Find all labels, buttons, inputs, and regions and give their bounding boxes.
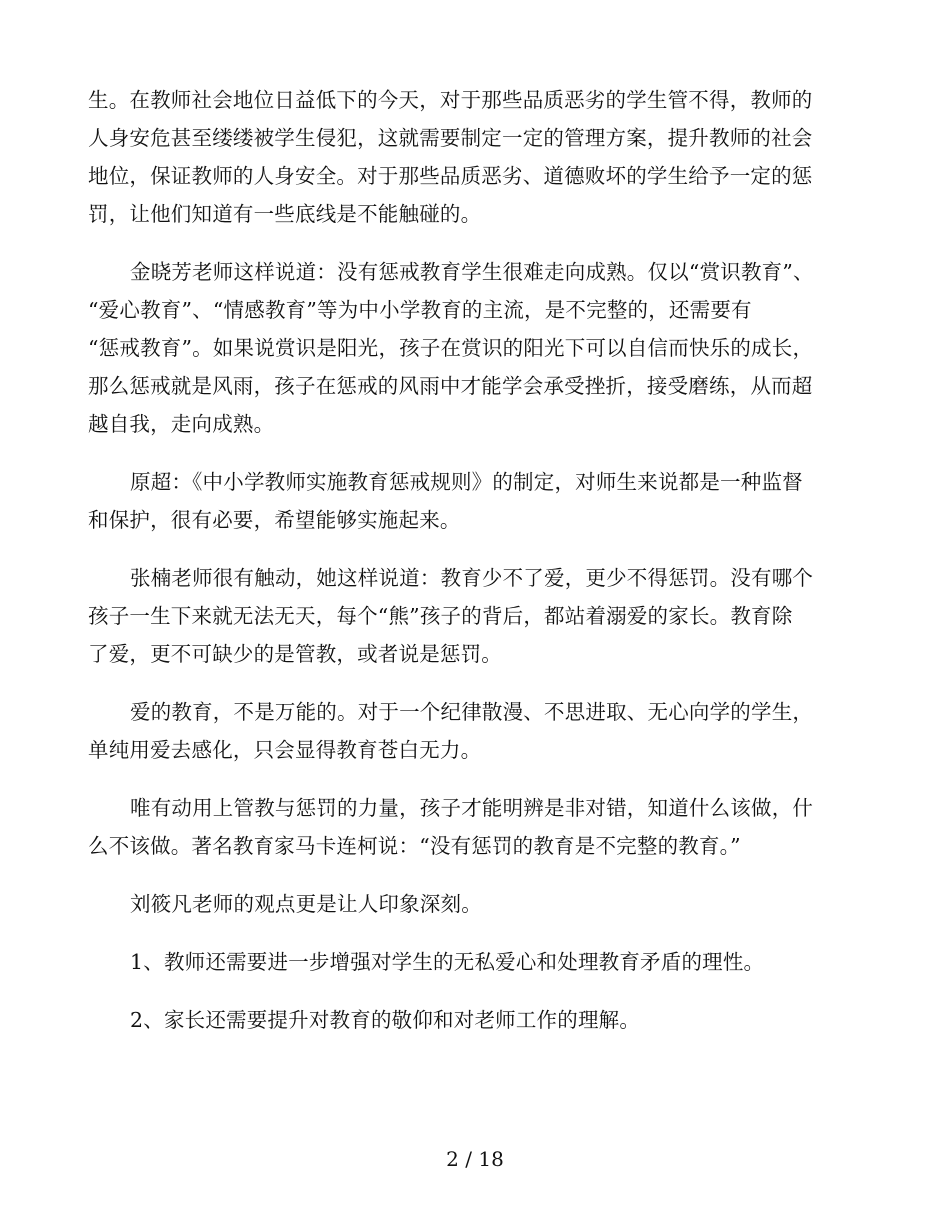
paragraph-2-line-1: 金晓芳老师这样说道：没有惩戒教育学生很难走向成熟。仅以“赏识教育”、 xyxy=(130,260,814,284)
paragraph-3-line-2: 和保护，很有必要，希望能够实施起来。 xyxy=(88,508,461,532)
paragraph-1-line-2: 人身安危甚至缕缕被学生侵犯，这就需要制定一定的管理方案，提升教师的社会 xyxy=(88,126,813,150)
paragraph-7-line-1: 刘筱凡老师的观点更是让人印象深刻。 xyxy=(130,892,482,916)
page-number: 2 / 18 xyxy=(446,1147,504,1171)
paragraph-4-line-2: 孩子一生下来就无法无天，每个“熊”孩子的背后，都站着溺爱的家长。教育除 xyxy=(88,604,793,628)
paragraph-6-line-1: 唯有动用上管教与惩罚的力量，孩子才能明辨是非对错，知道什么该做，什 xyxy=(130,796,814,820)
paragraph-1-line-4: 罚，让他们知道有一些底线是不能触碰的。 xyxy=(88,202,482,226)
paragraph-4-line-1: 张楠老师很有触动，她这样说道：教育少不了爱，更少不得惩罚。没有哪个 xyxy=(130,566,814,590)
paragraph-9-line-1: 2、家长还需要提升对教育的敬仰和对老师工作的理解。 xyxy=(130,1008,641,1032)
paragraph-3-line-1: 原超：《中小学教师实施教育惩戒规则》的制定，对师生来说都是一种监督 xyxy=(130,470,803,494)
paragraph-2-line-4: 那么惩戒就是风雨，孩子在惩戒的风雨中才能学会承受挫折，接受磨练，从而超 xyxy=(88,374,813,398)
paragraph-5-line-2: 单纯用爱去感化，只会显得教育苍白无力。 xyxy=(88,738,482,762)
paragraph-5-line-1: 爱的教育，不是万能的。对于一个纪律散漫、不思进取、无心向学的学生， xyxy=(130,700,814,724)
paragraph-1-line-3: 地位，保证教师的人身安全。对于那些品质恶劣、道德败坏的学生给予一定的惩 xyxy=(88,164,813,188)
paragraph-4-line-3: 了爱，更不可缺少的是管教，或者说是惩罚。 xyxy=(88,642,502,666)
paragraph-1-line-1: 生。在教师社会地位日益低下的今天，对于那些品质恶劣的学生管不得，教师的 xyxy=(88,88,813,112)
paragraph-2-line-3: “惩戒教育”。如果说赏识是阳光，孩子在赏识的阳光下可以自信而快乐的成长， xyxy=(88,336,814,360)
paragraph-6-line-2: 么不该做。著名教育家马卡连柯说：“没有惩罚的教育是不完整的教育。” xyxy=(88,834,741,858)
paragraph-8-line-1: 1、教师还需要进一步增强对学生的无私爱心和处理教育矛盾的理性。 xyxy=(130,950,765,974)
paragraph-2-line-2: “爱心教育”、“情感教育”等为中小学教育的主流，是不完整的，还需要有 xyxy=(88,298,752,322)
paragraph-2-line-5: 越自我，走向成熟。 xyxy=(88,412,275,436)
